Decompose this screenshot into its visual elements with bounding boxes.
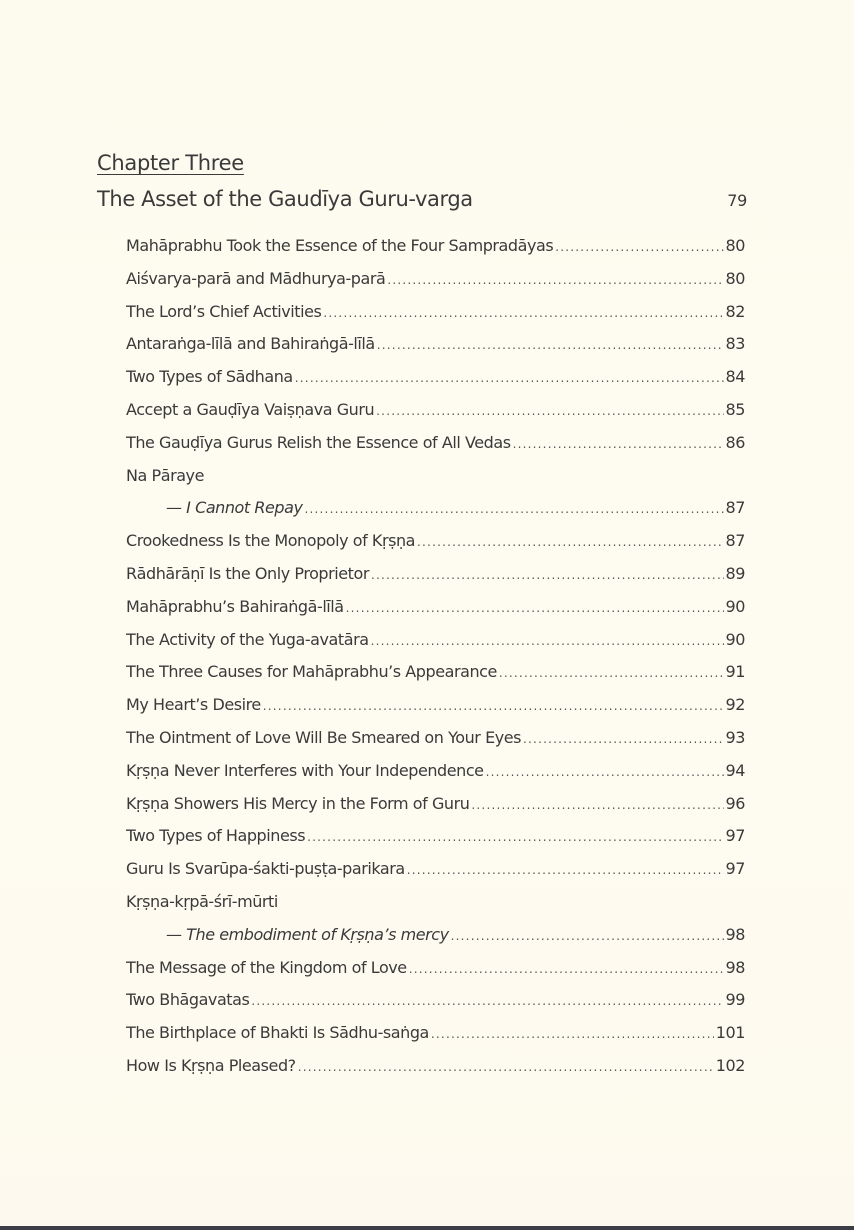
dot-leader: [523, 732, 724, 746]
toc-entry[interactable]: [126, 695, 745, 728]
toc-entry[interactable]: [126, 498, 745, 531]
dot-leader: [307, 830, 723, 844]
dot-leader: [251, 994, 723, 1008]
toc-entry-page: 101: [715, 1023, 745, 1043]
toc-entry[interactable]: [126, 728, 745, 761]
toc-entry-page: 82: [725, 301, 745, 321]
table-of-contents: [126, 236, 745, 1089]
toc-entry[interactable]: [126, 1056, 745, 1089]
toc-entry-page: 102: [715, 1055, 745, 1075]
toc-entry[interactable]: [126, 826, 745, 859]
toc-entry[interactable]: [126, 958, 745, 991]
dot-leader: [295, 371, 724, 385]
toc-entry-title: Aiśvarya-parā and Mādhurya-parā: [126, 268, 386, 288]
dot-leader: [263, 699, 724, 713]
toc-entry-page: 89: [725, 563, 745, 583]
toc-entry-page: 90: [725, 629, 745, 649]
toc-entry-page: 90: [725, 596, 745, 616]
dot-leader: [409, 962, 724, 976]
toc-entry[interactable]: [126, 630, 745, 663]
toc-entry-title: — I Cannot Repay: [166, 498, 303, 518]
toc-entry-page: 97: [725, 826, 745, 846]
dot-leader: [499, 666, 724, 680]
toc-entry-title: Two Types of Sādhana: [126, 367, 293, 387]
toc-entry-page: 85: [725, 399, 745, 419]
toc-entry-page: 93: [725, 727, 745, 747]
dot-leader: [513, 437, 724, 451]
toc-entry-page: 80: [725, 236, 745, 255]
toc-entry-page: 94: [725, 760, 745, 780]
toc-entry-page: 97: [725, 859, 745, 879]
toc-entry-title: Kṛṣṇa Showers His Mercy in the Form of Guru: [126, 793, 470, 813]
dot-leader: [451, 929, 724, 943]
toc-entry[interactable]: [126, 531, 745, 564]
toc-entry[interactable]: [126, 1023, 745, 1056]
toc-entry-page: 84: [725, 367, 745, 387]
chapter-heading: [97, 187, 747, 211]
toc-entry[interactable]: [126, 925, 745, 958]
toc-entry-page: 91: [725, 662, 745, 682]
dot-leader: [305, 502, 724, 516]
toc-entry-title: Na Pāraye: [126, 465, 204, 485]
dot-leader: [371, 568, 724, 582]
dot-leader: [407, 863, 724, 877]
toc-entry[interactable]: [126, 367, 745, 400]
toc-entry-title: The Ointment of Love Will Be Smeared on Your Eyes: [126, 727, 522, 747]
toc-entry[interactable]: [126, 859, 745, 892]
chapter-page-number: 79: [727, 191, 747, 210]
toc-entry-title: Guru Is Svarūpa-śakti-puṣṭa-parikara: [126, 859, 405, 879]
dot-leader: [371, 634, 724, 648]
toc-entry-title: The Three Causes for Mahāprabhu’s Appearance: [126, 662, 497, 682]
toc-entry[interactable]: [126, 466, 745, 499]
toc-entry[interactable]: [126, 761, 745, 794]
toc-entry-title: Mahāprabhu Took the Essence of the Four Sampradāyas: [126, 236, 554, 255]
toc-entry-page: 98: [725, 957, 745, 977]
toc-entry-title: Kṛṣṇa-kṛpā-śrī-mūrti: [126, 891, 278, 911]
toc-entry-title: The Activity of the Yuga-avatāra: [126, 629, 369, 649]
toc-entry-page: 87: [725, 531, 745, 551]
dot-leader: [298, 1060, 714, 1074]
toc-entry[interactable]: [126, 597, 745, 630]
dot-leader: [387, 273, 723, 287]
toc-entry-title: Antaraṅga-līlā and Bahiraṅgā-līlā: [126, 334, 375, 354]
chapter-title: The Asset of the Gaudīya Guru-varga: [97, 187, 473, 211]
toc-entry[interactable]: [126, 400, 745, 433]
dot-leader: [346, 601, 724, 615]
dot-leader: [471, 798, 723, 812]
toc-entry[interactable]: [126, 236, 745, 269]
toc-entry-title: — The embodiment of Kṛṣṇa’s mercy: [166, 924, 449, 944]
toc-entry-page: 87: [725, 498, 745, 518]
toc-entry-title: Crookedness Is the Monopoly of Kṛṣṇa: [126, 531, 416, 551]
toc-entry[interactable]: [126, 990, 745, 1023]
toc-entry[interactable]: [126, 794, 745, 827]
toc-entry-title: The Birthplace of Bhakti Is Sādhu-saṅga: [126, 1023, 429, 1043]
toc-entry-title: Kṛṣṇa Never Interferes with Your Independence: [126, 760, 484, 780]
dot-leader: [486, 765, 724, 779]
chapter-label: Chapter Three: [97, 151, 244, 175]
toc-entry[interactable]: [126, 662, 745, 695]
toc-entry-title: Rādhārāṇī Is the Only Proprietor: [126, 563, 369, 583]
toc-entry-title: How Is Kṛṣṇa Pleased?: [126, 1055, 296, 1075]
toc-entry[interactable]: [126, 564, 745, 597]
toc-entry-page: 92: [725, 695, 745, 715]
toc-entry[interactable]: [126, 334, 745, 367]
toc-entry-page: 86: [725, 432, 745, 452]
dot-leader: [417, 535, 724, 549]
toc-entry[interactable]: [126, 269, 745, 302]
toc-entry-title: My Heart’s Desire: [126, 695, 261, 715]
toc-entry-page: 83: [725, 334, 745, 354]
toc-entry-page: 98: [725, 924, 745, 944]
toc-entry-title: Accept a Gauḍīya Vaiṣṇava Guru: [126, 399, 375, 419]
dot-leader: [376, 404, 723, 418]
toc-entry-page: 99: [725, 990, 745, 1010]
toc-entry-title: Two Types of Happiness: [126, 826, 306, 846]
toc-entry-title: Two Bhāgavatas: [126, 990, 250, 1010]
toc-entry[interactable]: [126, 302, 745, 335]
toc-entry-page: 80: [725, 268, 745, 288]
dot-leader: [555, 240, 723, 254]
toc-entry-title: The Message of the Kingdom of Love: [126, 957, 407, 977]
toc-entry[interactable]: [126, 433, 745, 466]
toc-entry-title: The Gauḍīya Gurus Relish the Essence of All Vedas: [126, 432, 511, 452]
dot-leader: [377, 338, 724, 352]
dot-leader: [431, 1027, 714, 1041]
toc-entry[interactable]: [126, 892, 745, 925]
toc-entry-title: The Lord’s Chief Activities: [126, 301, 322, 321]
dot-leader: [323, 306, 723, 320]
toc-entry-page: 96: [725, 793, 745, 813]
toc-entry-title: Mahāprabhu’s Bahiraṅgā-līlā: [126, 596, 344, 616]
